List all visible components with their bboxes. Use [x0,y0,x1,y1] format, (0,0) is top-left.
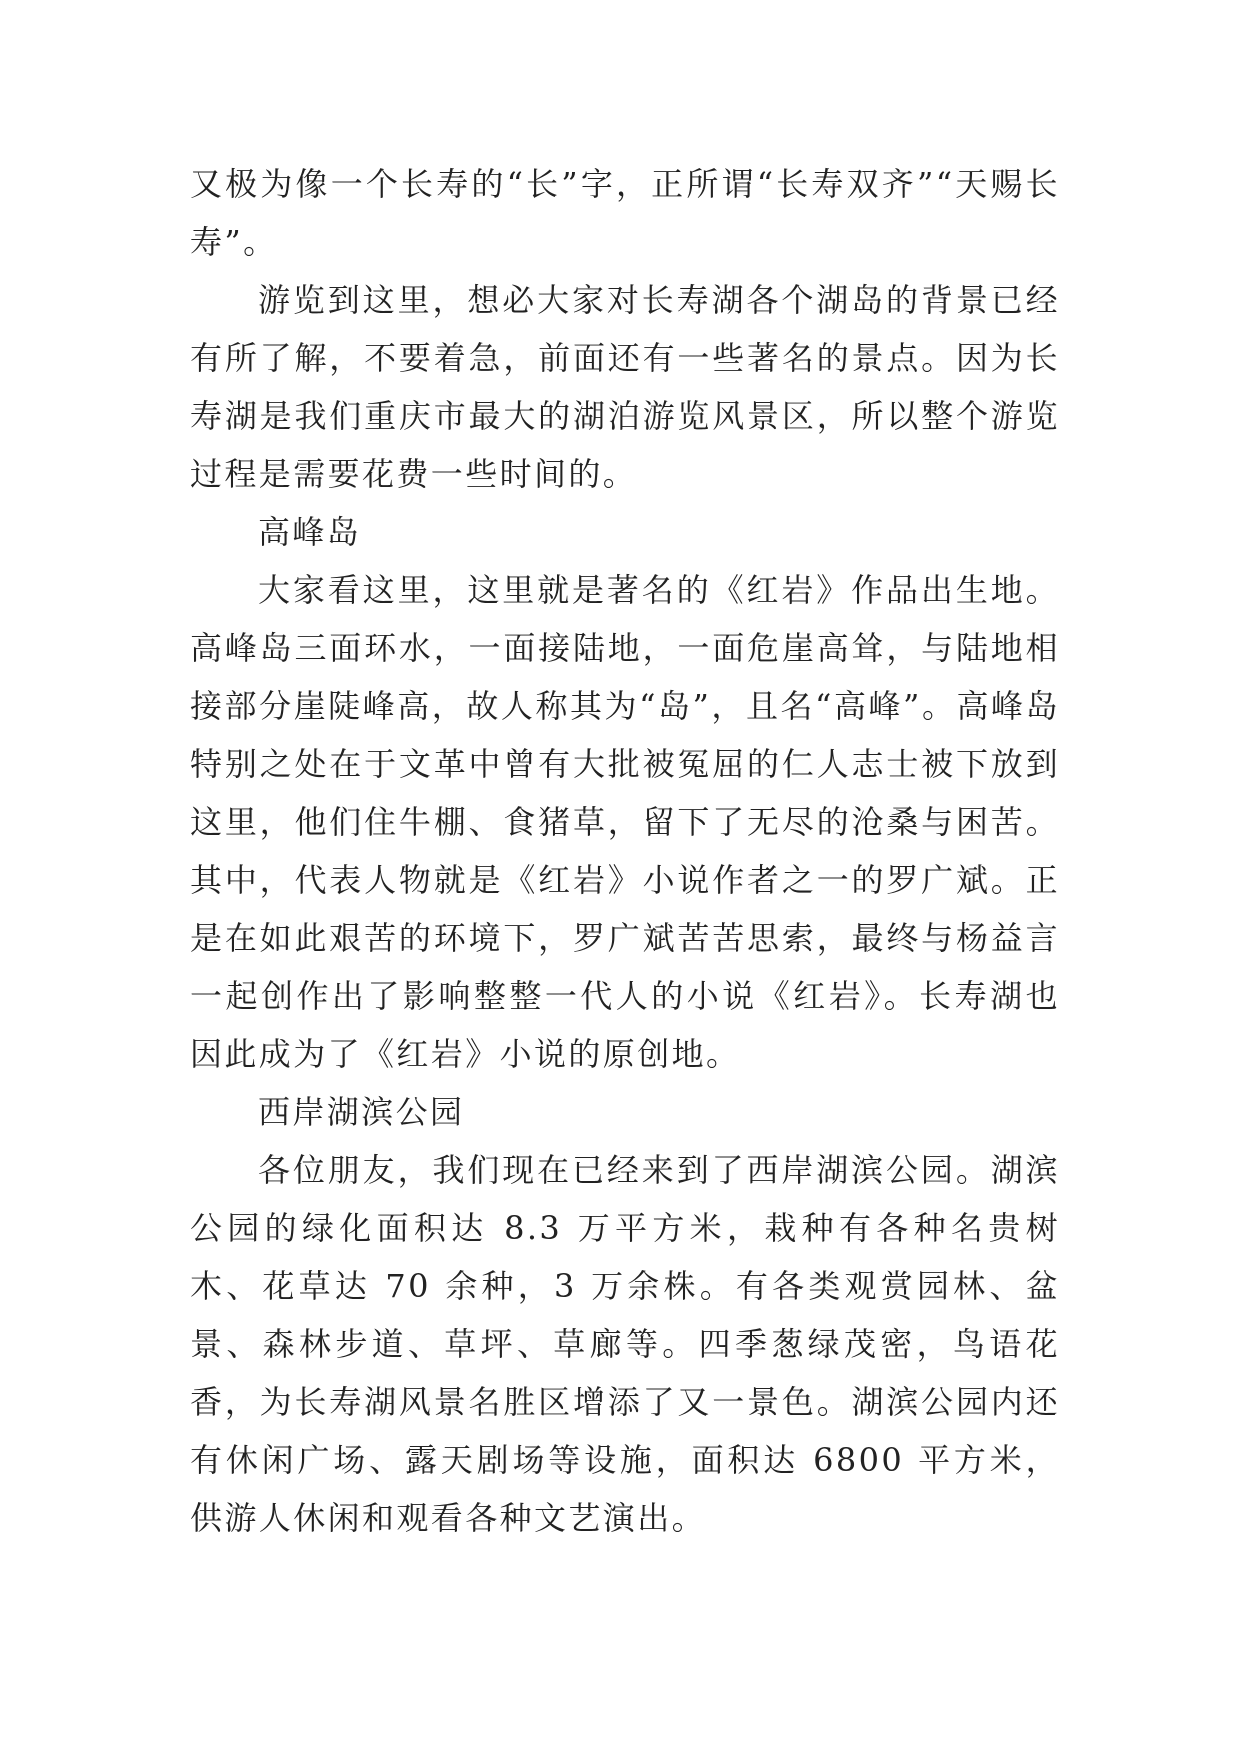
section-heading-gaofeng-island: 高峰岛 [258,513,362,551]
paragraph-gaofeng-island: 大家看这里，这里就是著名的《红岩》作品出生地。高峰岛三面环水，一面接陆地，一面危崖高耸，与陆地相接部分崖陡峰高，故人称其为“岛”，且名“高峰”。高峰岛特别之处在于文革中曾有大批被冤屈的仁人志士被下放到这里，他们住牛棚、食猪草，留下了无尽的沧桑与困苦。其中，代表人物就是《红岩》小说作者之一的罗广斌。正是在如此艰苦的环境下，罗广斌苦苦思索，最终与杨益言一起创作出了影响整整一代人的小说《红岩》。长寿湖也因此成为了《红岩》小说的原创地。 [190,571,1060,1073]
paragraph-intro-islands: 游览到这里，想必大家对长寿湖各个湖岛的背景已经有所了解，不要着急，前面还有一些著名的景点。因为长寿湖是我们重庆市最大的湖泊游览风景区，所以整个游览过程是需要花费一些时间的。 [190,281,1060,493]
section-heading-west-lakeside-park: 西岸湖滨公园 [258,1093,465,1131]
document-body [190,155,1060,1547]
paragraph-continuation: 又极为像一个长寿的“长”字，正所谓“长寿双齐”“天赐长寿”。 [190,165,1060,261]
paragraph-west-lakeside-park: 各位朋友，我们现在已经来到了西岸湖滨公园。湖滨公园的绿化面积达 8.3 万平方米，栽种有各种名贵树木、花草达 70 余种，3 万余株。有各类观赏园林、盆景、森林步道、草坪、草廊等。四季葱绿茂密，鸟语花香，为长寿湖风景名胜区增添了又一景色。湖滨公园内还有休闲广场、露天剧场等设施，面积达 6800 平方米，供游人休闲和观看各种文艺演出。 [190,1151,1060,1537]
